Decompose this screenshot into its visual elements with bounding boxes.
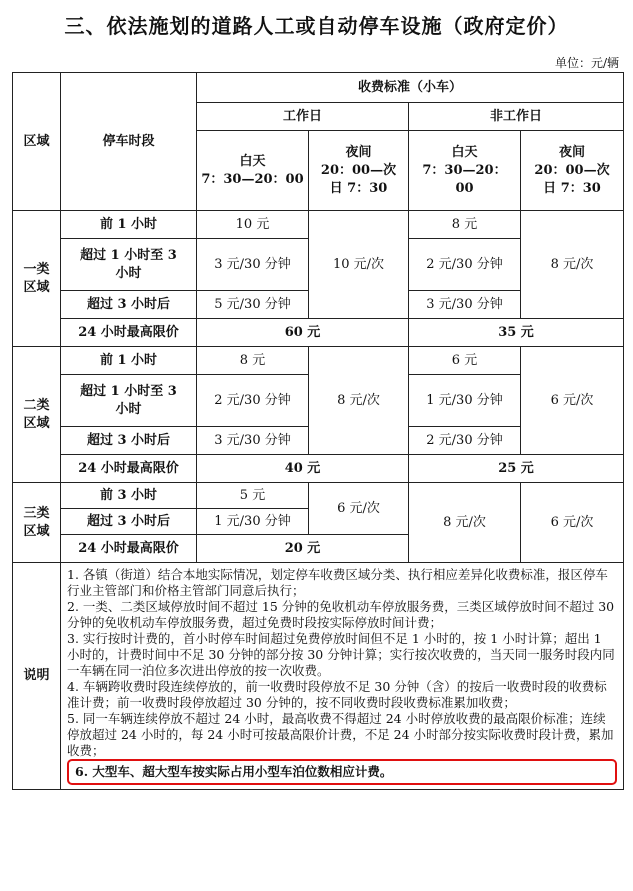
note-6-highlighted: 6. 大型车、超大型车按实际占用小型车泊位数相应计费。: [67, 759, 617, 785]
zone3-wd-night: 6 元/次: [309, 483, 409, 535]
page-title: 三、依法施划的道路人工或自动停车设施（政府定价）: [64, 14, 569, 38]
note-4: 4. 车辆跨收费时段连续停放的，前一收费时段停放不足 30 分钟（含）的按后一收费时段的收费标准计费；前一收费时段停放超过 30 分钟的，按不同收费时段收费标准累加收费；: [67, 679, 607, 710]
zone2-wd-p2: 2 元/30 分钟: [197, 375, 309, 427]
header-wd-night: 夜间 20：00—次 日 7：30: [309, 131, 409, 211]
zone3-nw-day: 8 元/次: [409, 483, 521, 563]
zone3-p3: 24 小时最高限价: [61, 535, 197, 563]
note-1: 1. 各镇（街道）结合本地实际情况，划定停车收费区域分类、执行相应差异化收费标准，报区停车行业主管部门和价格主管部门同意后执行；: [67, 567, 608, 598]
notes-label: 说明: [13, 563, 61, 790]
zone2-wd-night: 8 元/次: [309, 347, 409, 455]
zone3-wd-max: 20 元: [197, 535, 409, 563]
zone1-name: 一类 区域: [13, 211, 61, 347]
zone1-p3: 超过 3 小时后: [61, 291, 197, 319]
zone2-wd-max: 40 元: [197, 455, 409, 483]
zone2-wd-p1: 8 元: [197, 347, 309, 375]
zone3-wd-p1: 5 元: [197, 483, 309, 509]
header-nw-day: 白天 7：30—20： 00: [409, 131, 521, 211]
header-wd-day: 白天 7：30—20：00: [197, 131, 309, 211]
zone1-p2: 超过 1 小时至 3 小时: [61, 239, 197, 291]
zone2-nw-night: 6 元/次: [521, 347, 624, 455]
notes-body: [61, 563, 624, 790]
note-5: 5. 同一车辆连续停放不超过 24 小时，最高收费不得超过 24 小时停放收费的最高限价标准；连续停放超过 24 小时的，每 24 小时可按最高限价计费，不足 24 小时部分按实际收费时段计费，累加收费；: [67, 711, 614, 758]
zone1-p4: 24 小时最高限价: [61, 319, 197, 347]
zone3-name: 三类 区域: [13, 483, 61, 563]
zone1-wd-p3: 5 元/30 分钟: [197, 291, 309, 319]
header-nonworkday: 非工作日: [409, 103, 624, 131]
zone2-wd-p3: 3 元/30 分钟: [197, 427, 309, 455]
note-2: 2. 一类、二类区域停放时间不超过 15 分钟的免收机动车停放服务费，三类区域停放时间不超过 30 分钟的免收机动车停放服务费，超过免费时段按实际停放时间计费；: [67, 599, 615, 630]
zone2-p3: 超过 3 小时后: [61, 427, 197, 455]
zone1-wd-night: 10 元/次: [309, 211, 409, 319]
zone1-nw-p1: 8 元: [409, 211, 521, 239]
unit-label: 单位：元/辆: [554, 56, 619, 70]
header-period: 停车时段: [61, 73, 197, 211]
zone1-nw-p3: 3 元/30 分钟: [409, 291, 521, 319]
zone2-name: 二类 区域: [13, 347, 61, 483]
header-workday: 工作日: [197, 103, 409, 131]
zone3-p2: 超过 3 小时后: [61, 509, 197, 535]
zone3-nw-night: 6 元/次: [521, 483, 624, 563]
note-3: 3. 实行按时计费的，首小时停车时间超过免费停放时间但不足 1 小时的，按 1 小时计算；超出 1 小时的，计费时间中不足 30 分钟的部分按 30 分钟计算；实行按次收费的，当天同一服务时段内同一车辆在同一泊位多次进出停放的按一次收费。: [67, 631, 615, 678]
zone1-nw-p2: 2 元/30 分钟: [409, 239, 521, 291]
zone3-wd-p2: 1 元/30 分钟: [197, 509, 309, 535]
zone1-wd-p2: 3 元/30 分钟: [197, 239, 309, 291]
zone2-p2: 超过 1 小时至 3 小时: [61, 375, 197, 427]
zone2-nw-max: 25 元: [409, 455, 624, 483]
zone2-nw-p3: 2 元/30 分钟: [409, 427, 521, 455]
zone2-p1: 前 1 小时: [61, 347, 197, 375]
header-nw-night: 夜间 20：00—次 日 7：30: [521, 131, 624, 211]
zone3-p1: 前 3 小时: [61, 483, 197, 509]
zone1-nw-night: 8 元/次: [521, 211, 624, 319]
zone1-wd-p1: 10 元: [197, 211, 309, 239]
header-region: 区域: [13, 73, 61, 211]
zone2-nw-p1: 6 元: [409, 347, 521, 375]
header-standard: 收费标准（小车）: [197, 73, 624, 103]
zone1-wd-max: 60 元: [197, 319, 409, 347]
zone2-p4: 24 小时最高限价: [61, 455, 197, 483]
parking-fee-table: [12, 72, 624, 790]
zone1-nw-max: 35 元: [409, 319, 624, 347]
zone1-p1: 前 1 小时: [61, 211, 197, 239]
zone2-nw-p2: 1 元/30 分钟: [409, 375, 521, 427]
